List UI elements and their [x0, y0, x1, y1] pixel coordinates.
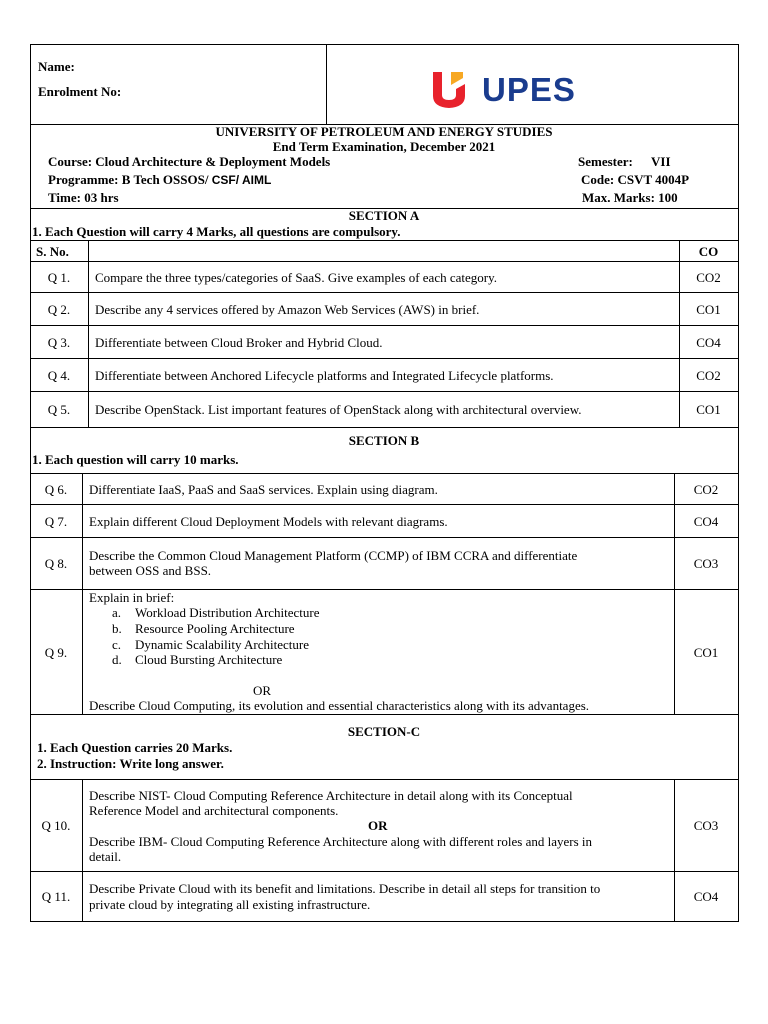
- question-text: Differentiate between Anchored Lifecycle platforms and Integrated Lifecycle platforms.: [95, 367, 554, 383]
- question-text-cont: Reference Model and architectural components.: [89, 803, 339, 818]
- question-text: Compare the three types/categories of SaaS. Give examples of each category.: [95, 269, 497, 285]
- semester-value: VII: [651, 154, 671, 169]
- upes-logo-icon: [430, 70, 470, 110]
- section-b-title: SECTION B: [348, 433, 420, 448]
- university-title: UNIVERSITY OF PETROLEUM AND ENERGY STUDIES: [215, 124, 553, 139]
- section-a-instruction: 1. Each Question will carry 4 Marks, all questions are compulsory.: [32, 224, 401, 239]
- question-text: Explain different Cloud Deployment Models with relevant diagrams.: [89, 513, 448, 529]
- course-code: Code: CSVT 4004P: [581, 172, 690, 187]
- list-item: Resource Pooling Architecture: [135, 621, 295, 636]
- course-outcome: CO4: [693, 513, 719, 529]
- enrolment-label: Enrolment No:: [38, 84, 122, 99]
- question-number: Q 5.: [47, 402, 71, 417]
- programme-title: Programme: B Tech OSSOS/ CSF/ AIML: [48, 172, 272, 187]
- exam-title: End Term Examination, December 2021: [272, 139, 496, 154]
- list-marker: b.: [112, 621, 122, 636]
- course-outcome: CO1: [693, 644, 719, 660]
- course-outcome: CO3: [693, 556, 719, 571]
- question-number: Q 8.: [44, 556, 68, 571]
- course-title: Course: Cloud Architecture & Deployment Models: [48, 154, 331, 169]
- question-text: Differentiate IaaS, PaaS and SaaS services. Explain using diagram.: [89, 481, 438, 497]
- section-c-instruction-2: 2. Instruction: Write long answer.: [37, 756, 224, 771]
- list-marker: d.: [112, 652, 122, 667]
- question-number: Q 7.: [44, 513, 68, 529]
- col-header-sno: S. No.: [36, 243, 69, 259]
- question-text: Describe OpenStack. List important features of OpenStack along with architectural overview.: [95, 402, 582, 417]
- question-text: Describe Private Cloud with its benefit and limitations. Describe in detail all steps for transition to: [89, 881, 601, 896]
- section-c-instruction-1: 1. Each Question carries 20 Marks.: [37, 740, 233, 755]
- or-separator: OR: [253, 683, 272, 698]
- section-a-title: SECTION A: [348, 208, 420, 223]
- question-number: Q 1.: [47, 269, 71, 285]
- question-text: Describe NIST- Cloud Computing Reference Architecture in detail along with its Conceptual: [89, 788, 573, 803]
- course-outcome: CO2: [696, 367, 721, 383]
- question-alt-text: Describe Cloud Computing, its evolution and essential characteristics along with its advantages.: [89, 698, 590, 713]
- question-number: Q 6.: [44, 481, 68, 497]
- upes-logo-text: UPES: [482, 71, 576, 108]
- time-duration: Time: 03 hrs: [48, 190, 119, 205]
- course-outcome: CO1: [696, 301, 721, 317]
- question-text-cont: private cloud by integrating all existing infrastructure.: [89, 897, 371, 912]
- question-text: Describe any 4 services offered by Amazon Web Services (AWS) in brief.: [95, 301, 480, 317]
- section-c-title: SECTION-C: [347, 724, 421, 739]
- list-item: Workload Distribution Architecture: [135, 605, 320, 620]
- course-outcome: CO4: [696, 334, 721, 350]
- question-alt-text: Describe IBM- Cloud Computing Reference Architecture along with different roles and layers in: [89, 834, 593, 849]
- question-number: Q 10.: [41, 818, 71, 833]
- question-number: Q 3.: [47, 334, 71, 350]
- question-alt-text-cont: detail.: [89, 849, 122, 864]
- course-outcome: CO3: [693, 818, 719, 833]
- list-item: Dynamic Scalability Architecture: [135, 637, 309, 652]
- list-item: Cloud Bursting Architecture: [135, 652, 283, 667]
- question-number: Q 4.: [47, 367, 71, 383]
- list-marker: a.: [112, 605, 122, 620]
- course-outcome: CO2: [693, 481, 719, 497]
- question-text: Differentiate between Cloud Broker and Hybrid Cloud.: [95, 334, 383, 350]
- list-marker: c.: [112, 637, 122, 652]
- question-number: Q 9.: [44, 644, 68, 660]
- question-number: Q 11.: [41, 889, 71, 904]
- question-number: Q 2.: [47, 301, 71, 317]
- col-header-co: CO: [698, 243, 719, 259]
- course-outcome: CO2: [696, 269, 721, 285]
- question-intro: Explain in brief:: [89, 590, 175, 605]
- name-label: Name:: [38, 59, 75, 74]
- question-text-cont: between OSS and BSS.: [89, 563, 212, 578]
- section-b-instruction: 1. Each question will carry 10 marks.: [32, 452, 239, 467]
- question-text: Describe the Common Cloud Management Platform (CCMP) of IBM CCRA and differentiate: [89, 548, 578, 563]
- or-separator: OR: [368, 818, 388, 833]
- max-marks: Max. Marks: 100: [582, 190, 678, 205]
- course-outcome: CO4: [693, 889, 719, 904]
- semester-label: Semester:: [578, 154, 633, 169]
- course-outcome: CO1: [696, 402, 721, 417]
